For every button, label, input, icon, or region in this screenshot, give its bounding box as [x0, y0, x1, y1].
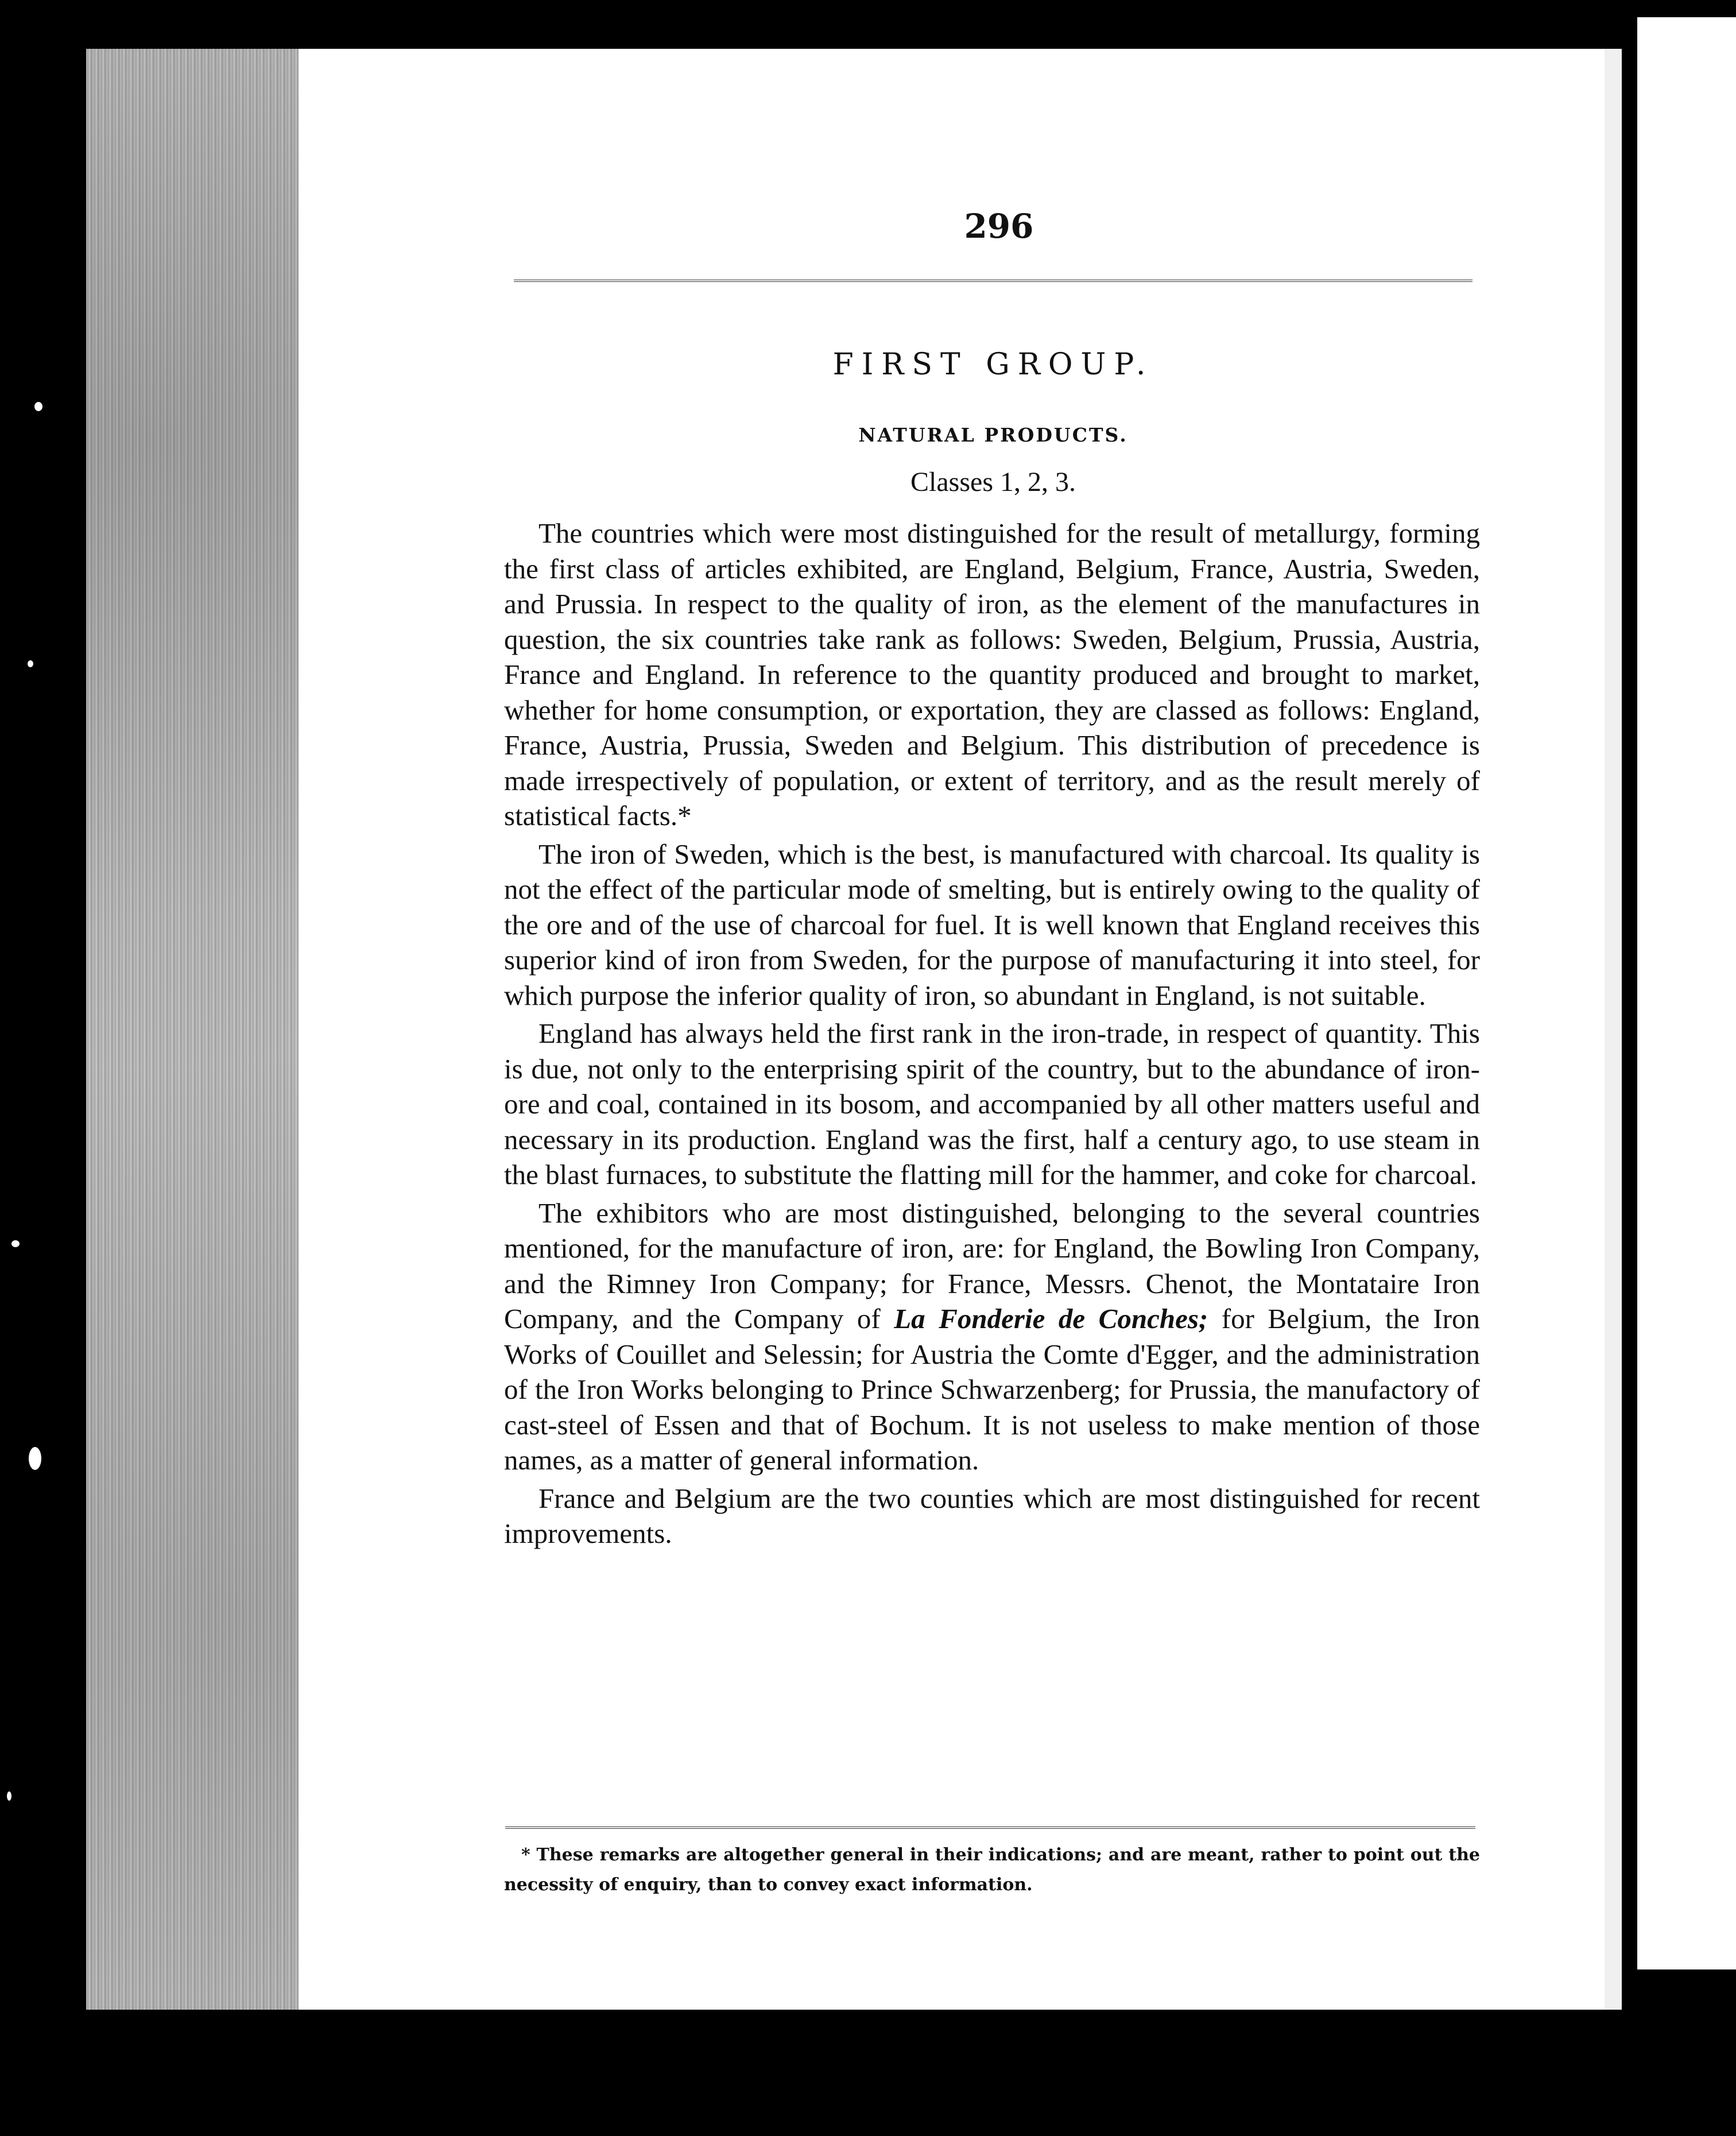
footnote-rule	[505, 1827, 1475, 1829]
dust-speck	[11, 1240, 20, 1247]
dust-speck	[34, 402, 42, 411]
footnote	[504, 1840, 1480, 1900]
dust-speck	[29, 1447, 41, 1470]
paragraph: The countries which were most distinguished for the result of metallurgy, forming the first class of articles exhibited, are England, Belgium, France, Austria, Sweden, and Prussia. In respect to the quality of iron, as the element of the manufactures in question, the six countries take rank as follows: Sweden, Belgium, Prussia, Austria, France and England. In reference to the quantity produced and brought to market, whether for home consumption, or exportation, they are classed as follows: England, France, Austria, Prussia, Sweden and Belgium. This distribution of precedence is made irrespectively of population, or extent of territory, and as the result merely of statistical facts.*	[504, 517, 1480, 831]
footnote-text: * These remarks are altogether general in their indications; and are meant, rather to point out the necessity of enquiry, than to convey exact information.	[504, 1845, 1480, 1895]
page-number: 296	[964, 207, 1034, 246]
paragraph: England has always held the first rank in the iron-trade, in respect of quantity. This is due, not only to the enterprising spirit of the country, but to the abundance of iron-ore and coal, contained in its bosom, and accompanied by all other matters useful and necessary in its production. England was the first, half a century ago, to use steam in the blast furnaces, to substitute the flatting mill for the hammer, and coke for charcoal.	[504, 1017, 1480, 1190]
book-gutter	[1605, 49, 1622, 2010]
italic-company-name: La Fonderie de Conches;	[894, 1303, 1208, 1334]
dust-speck	[7, 1791, 11, 1801]
body-text	[504, 516, 1480, 1554]
classes-heading: Classes 1, 2, 3.	[910, 467, 1076, 497]
paragraph	[504, 1195, 1480, 1478]
header-rule	[514, 280, 1472, 282]
paragraph: France and Belgium are the two counties which are most distinguished for recent improvements.	[504, 1482, 1480, 1549]
paragraph: The iron of Sweden, which is the best, is manufactured with charcoal. Its quality is not the effect of the particular mode of smelting, but is entirely owing to the quality of the ore and of the use of charcoal for fuel. It is well known that England receives this superior kind of iron from Sweden, for the purpose of manufacturing it into steel, for which purpose the inferior quality of iron, so abundant in England, is not suitable.	[504, 838, 1480, 1011]
paragraph-text: for Belgium, the Iron Works of Couillet and Selessin; for Austria the Comte d'Egger, and the administration of the Iron Works belonging to Prince Schwarzenberg; for Prussia, the manufactory of cast-steel of Essen and that of Bochum. It is not useless to make mention of those names, as a matter of general information.	[504, 1303, 1480, 1476]
page-edges	[86, 49, 299, 2010]
section-title: FIRST GROUP.	[832, 347, 1154, 382]
section-subtitle: NATURAL PRODUCTS.	[858, 424, 1128, 446]
facing-page-edge	[1637, 17, 1736, 1969]
dust-speck	[28, 660, 33, 667]
paragraph-text: The exhibitors who are most distinguished, belonging to the several countries mentioned, for the manufacture of iron, are: for England, the Bowling Iron Company, and the Rimney Iron Company; for France, Messrs. Chenot, the Montataire Iron Company, and the Company of	[504, 1197, 1480, 1334]
